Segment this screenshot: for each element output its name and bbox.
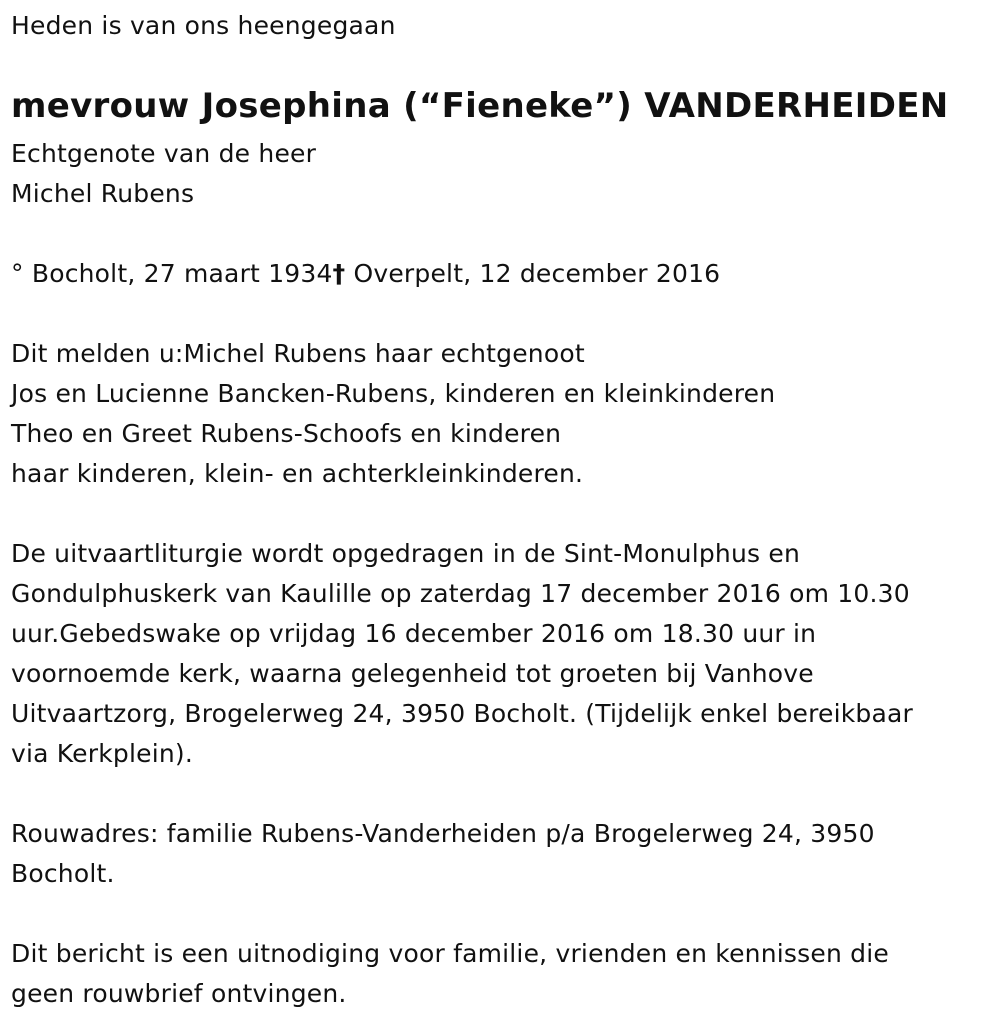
family-block bbox=[11, 334, 775, 494]
liturgy-line: Uitvaartzorg, Brogelerweg 24, 3950 Bocholt. (Tijdelijk enkel bereikbaar bbox=[11, 699, 914, 728]
note-block bbox=[11, 934, 889, 1014]
liturgy-line: voornoemde kerk, waarna gelegenheid tot groeten bij Vanhove bbox=[11, 659, 814, 688]
intro-text: Heden is van ons heengegaan bbox=[11, 11, 396, 40]
dates-line bbox=[11, 254, 720, 294]
liturgy-block bbox=[11, 534, 913, 774]
spouse-line-2: Michel Rubens bbox=[11, 179, 195, 208]
family-line: Theo en Greet Rubens-Schoofs en kinderen bbox=[11, 419, 562, 448]
note-line: Dit bericht is een uitnodiging voor familie, vrienden en kennissen die bbox=[11, 939, 889, 968]
dates-block bbox=[11, 254, 720, 294]
liturgy-line: Gondulphuskerk van Kaulille op zaterdag 17 december 2016 om 10.30 bbox=[11, 579, 910, 608]
spouse-block bbox=[11, 134, 316, 214]
address-line: Rouwadres: familie Rubens-Vanderheiden p/a Brogelerweg 24, 3950 bbox=[11, 819, 875, 848]
family-line: Jos en Lucienne Bancken-Rubens, kinderen en kleinkinderen bbox=[11, 379, 776, 408]
deceased-name: mevrouw Josephina (“Fieneke”) VANDERHEIDEN bbox=[11, 86, 949, 126]
family-line: haar kinderen, klein- en achterkleinkinderen. bbox=[11, 459, 584, 488]
death-date: Overpelt, 12 december 2016 bbox=[345, 259, 721, 288]
liturgy-line: via Kerkplein). bbox=[11, 739, 193, 768]
address-line: Bocholt. bbox=[11, 859, 115, 888]
cross-icon: † bbox=[332, 259, 346, 288]
birth-date: ° Bocholt, 27 maart 1934 bbox=[11, 259, 333, 288]
liturgy-line: uur.Gebedswake op vrijdag 16 december 2016 om 18.30 uur in bbox=[11, 619, 817, 648]
note-line: geen rouwbrief ontvingen. bbox=[11, 979, 347, 1008]
address-block bbox=[11, 814, 875, 894]
liturgy-line: De uitvaartliturgie wordt opgedragen in de Sint-Monulphus en bbox=[11, 539, 801, 568]
spouse-line-1: Echtgenote van de heer bbox=[11, 139, 317, 168]
family-line: Dit melden u:Michel Rubens haar echtgenoot bbox=[11, 339, 585, 368]
